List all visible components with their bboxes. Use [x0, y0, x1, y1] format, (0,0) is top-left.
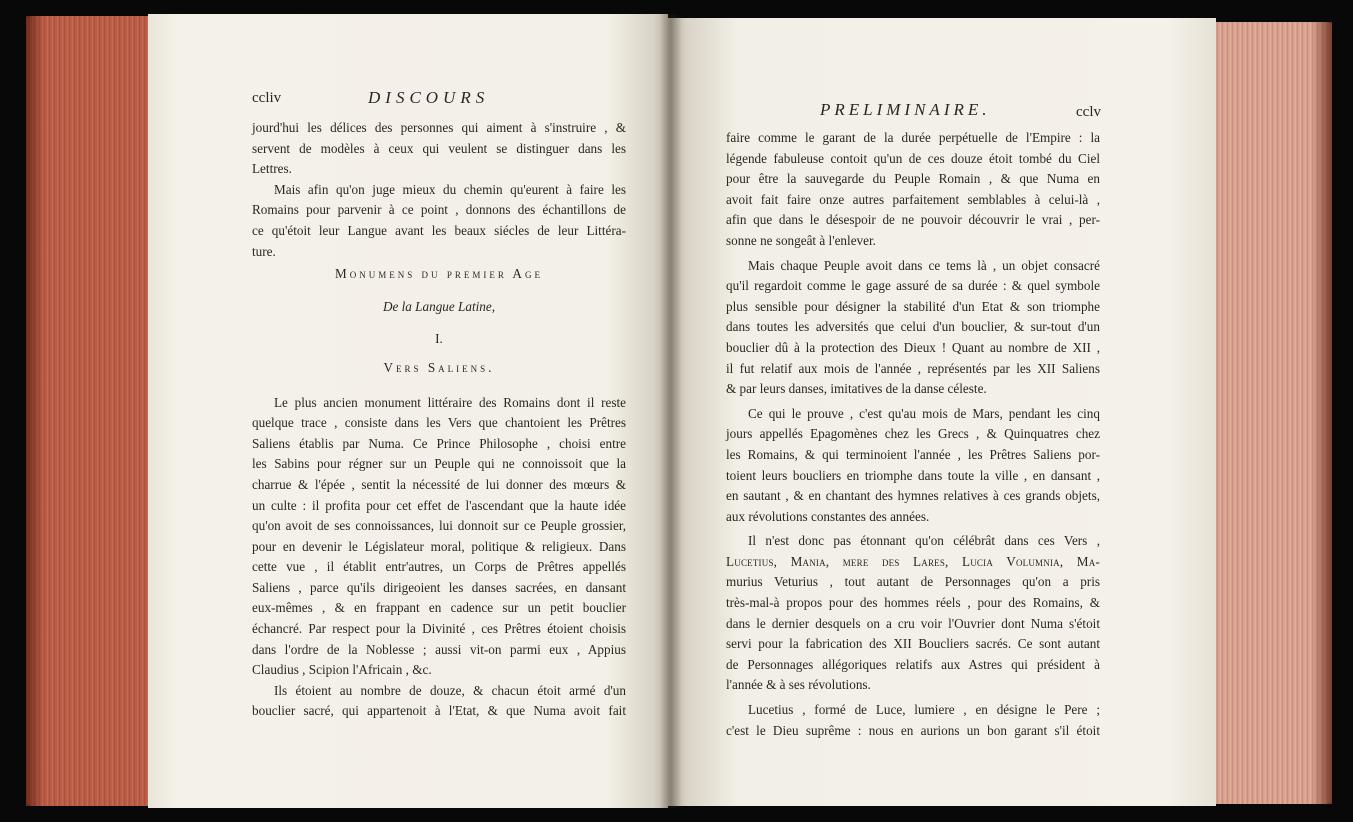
text-line: il fut relatif aux mois de l'année , représentés par les XII Saliens	[726, 360, 1100, 376]
left-running-title: DISCOURS	[368, 88, 490, 107]
text-line: bouclier dû à la protection des Dieux ! Quant au nombre de XII ,	[726, 339, 1100, 355]
paragraph-vers-saliens	[252, 393, 626, 681]
text-line: c'est le Dieu suprême : nous en aurions un bon garant s'il étoit	[726, 722, 1100, 738]
text-line: eux-mêmes , & en frappant en cadence sur un petit bouclier	[252, 600, 626, 616]
text-line: pour être la sauvegarde du Peuple Romain , & que Numa en	[726, 171, 1100, 187]
text-line: qu'il regardoit comme le gage assuré de sa durée : & quel symbole	[726, 278, 1100, 294]
text-line: échancré. Par respect pour la Divinité , ces Prêtres étoient choisis	[252, 621, 626, 637]
text-line: Lettres.	[252, 161, 292, 177]
text-line: les Sabins pour régner sur un Peuple qui ne connoissoit que la	[252, 456, 626, 472]
text-line: Mais chaque Peuple avoit dans ce tems là , un objet consacré	[748, 257, 1100, 273]
book-gutter	[660, 14, 682, 808]
text-line: avoit fait faire onze autres parfaitement semblables à celui-là ,	[726, 191, 1100, 207]
text-line: Lucetius , formé de Luce, lumiere , en désigne le Pere ;	[748, 702, 1100, 718]
text-line: jours appellés Epagomènes chez les Grecs , & Quinquatres chez	[726, 426, 1100, 442]
text-line: les Romains, & qui terminoient l'année , les Prêtres Saliens por-	[726, 446, 1100, 462]
text-line: qu'on avoit de ses connoissances, lui donnoit sur ce Peuple grossier,	[252, 518, 626, 534]
text-line: toient leurs boucliers en triomphe dans toute la ville , en dansant ,	[726, 467, 1100, 483]
section-number: I.	[435, 331, 443, 347]
text-line: Le plus ancien monument littéraire des Romains dont il reste	[274, 394, 626, 410]
text-line: servi pour la fabrication des XII Boucliers sacrés. Ce sont autant	[726, 636, 1100, 652]
text-line: dans l'ordre de la Noblesse ; aussi vit-on parmi eux , Appius	[252, 641, 626, 657]
text-line: Ils étoient au nombre de douze, & chacun étoit armé d'un	[274, 682, 626, 698]
text-line: l'année & à ses révolutions.	[726, 677, 871, 693]
text-line: un culte : il profita pour cet effet de l'ascendant que la haute idée	[252, 497, 626, 513]
text-line: & par leurs danses, imitatives de la danse céleste.	[726, 381, 987, 397]
text-line: ce qu'étoit leur Langue avant les beaux siécles de leur Littéra-	[252, 222, 626, 238]
text-line: Claudius , Scipion l'Africain , &c.	[252, 662, 432, 678]
text-line: en sautant , & en chantant des hymnes relatives à ces grands objets,	[726, 488, 1100, 504]
text-line: Saliens établis par Numa. Ce Prince Philosophe , choisi entre	[252, 435, 626, 451]
text-line: de Personnages allégoriques relatifs aux Astres qui président à	[726, 656, 1100, 672]
right-page-number: cclv	[1076, 104, 1101, 120]
text-line: Il n'est donc pas étonnant qu'on célébrât dans ces Vers ,	[748, 533, 1100, 549]
text-line: dans toutes les adversités que celui d'un bouclier, & sur-tout d'un	[726, 319, 1100, 335]
text-line: Romains pour parvenir à ce point , donnons des échantillons de	[252, 202, 626, 218]
text-line: très-mal-à propos pour des hommes réels , pour des Romains, &	[726, 595, 1100, 611]
text-line: Mais afin qu'on juge mieux du chemin qu'eurent à faire les	[274, 181, 626, 197]
text-line: Lucetius, Mania, mere des Lares, Lucia Volumnia, Ma-	[726, 553, 1100, 569]
text-line: Saliens , parce qu'ils dirigeoient les danses sacrées, en dansant	[252, 579, 626, 595]
right-page-text	[726, 128, 1100, 741]
text-line: légende fabuleuse contoit qu'un de ces douze étoit tombé du Ciel	[726, 150, 1100, 166]
right-running-title: PRELIMINAIRE.	[820, 100, 991, 119]
left-page-edges	[26, 16, 150, 806]
text-line: pour en devenir le Législateur moral, politique & religieux. Dans	[252, 538, 626, 554]
text-line: cette vue , il établit entr'autres, un Corps de Prêtres appellés	[252, 559, 626, 575]
text-line: dans le dernier desquels on a cru voir l'Ouvrier dont Numa s'étoit	[726, 615, 1100, 631]
text-line: faire comme le garant de la durée perpétuelle de l'Empire : la	[726, 130, 1100, 145]
text-line: quelque trace , consiste dans les Vers que chantoient les Prêtres	[252, 415, 626, 431]
text-line: ture.	[252, 243, 276, 259]
text-line: plus sensible pour désigner la stabilité d'un Etat & son triomphe	[726, 298, 1100, 314]
section-subtitle: De la Langue Latine,	[382, 298, 496, 314]
text-line: servent de modèles à ceux qui veulent se distinguer dans les	[252, 140, 626, 156]
text-line: murius Veturius , tout autant de Personnages qu'on a pris	[726, 574, 1100, 590]
section-heading: Vers Saliens.	[383, 359, 495, 375]
right-page-edges	[1214, 22, 1332, 804]
text-line: afin que dans le désespoir de ne pouvoir découvrir le vrai , per-	[726, 212, 1100, 228]
text-line: sonne ne songeât à l'enlever.	[726, 232, 876, 248]
left-page-number: ccliv	[252, 90, 282, 106]
text-line: bouclier sacré, qui appartenoit à l'Etat, & que Numa avoit fait	[252, 703, 626, 719]
text-line: jourd'hui les délices des personnes qui aiment à s'instruire , &	[252, 120, 626, 135]
text-line: charrue & l'épée , sentit la nécessité de lui donner des mœurs &	[252, 476, 626, 492]
left-page-text	[252, 118, 626, 722]
section-title: Monumens du premier Age	[335, 266, 543, 282]
text-line: Ce qui le prouve , c'est qu'au mois de Mars, pendant les cinq	[748, 405, 1100, 421]
text-line: aux révolutions constantes des années.	[726, 508, 930, 524]
